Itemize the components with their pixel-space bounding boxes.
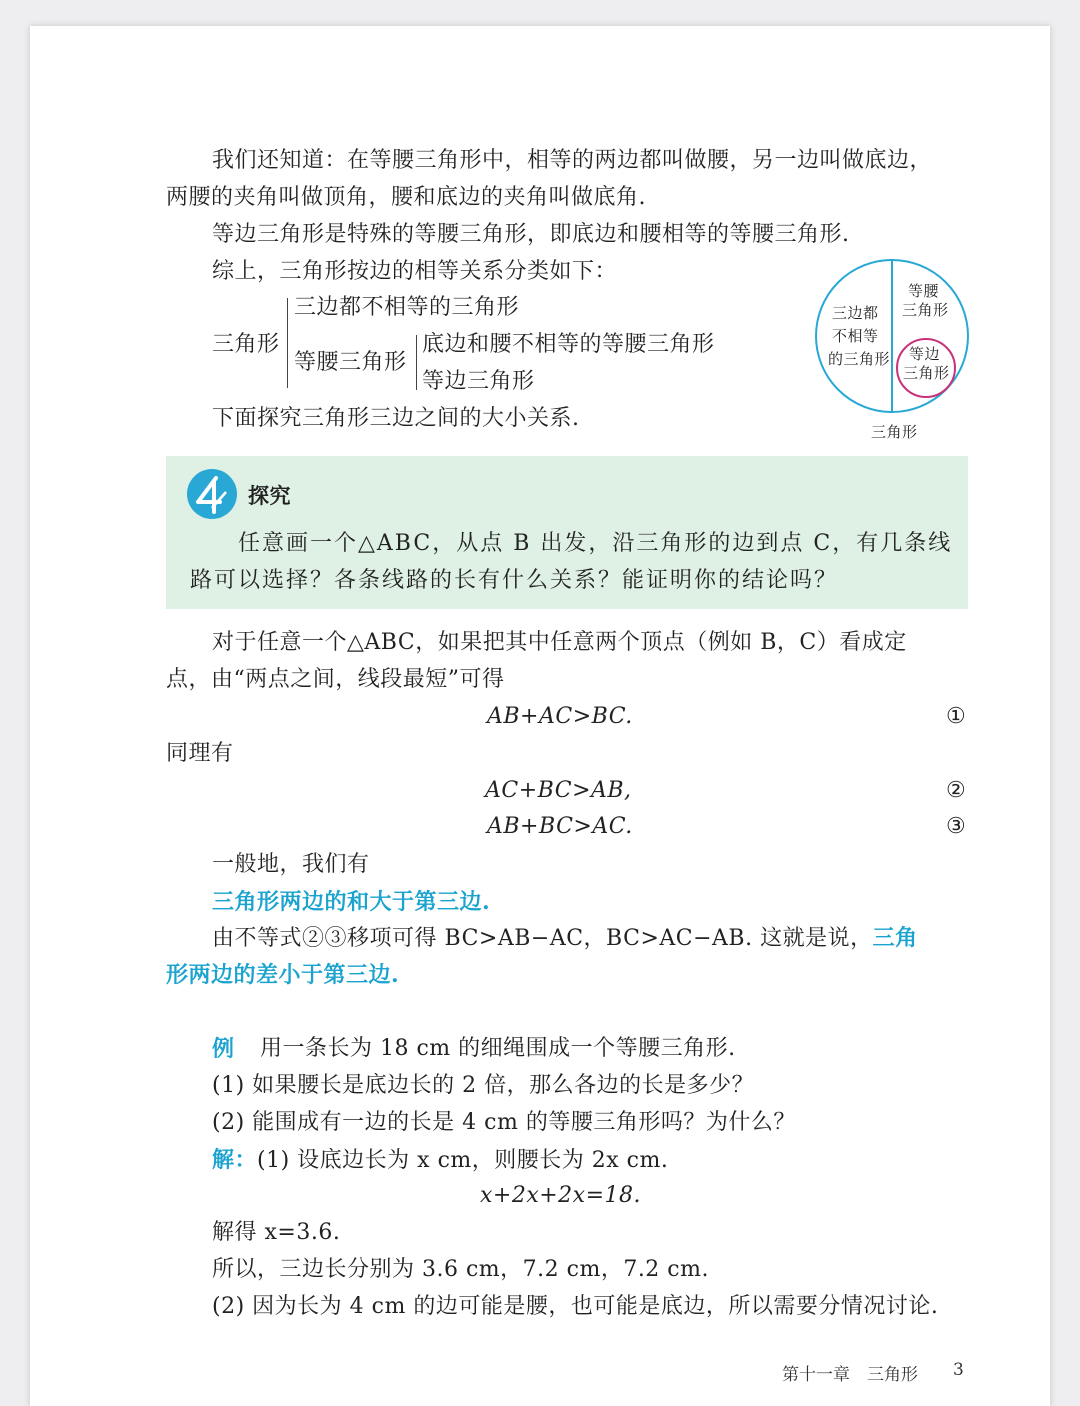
proof-line2: 点，由“两点之间，线段最短”可得 [166, 667, 505, 692]
explore-line2: 路可以选择？各条线路的长有什么关系？能证明你的结论吗？ [190, 568, 839, 593]
para2: 等边三角形是特殊的等腰三角形，即底边和腰相等的等腰三角形. [212, 222, 850, 247]
equation-2: AC+BC>AB, [485, 778, 632, 803]
class-root: 三角形 [212, 332, 280, 357]
solution-result: 所以，三边长分别为 3.6 cm，7.2 cm，7.2 cm. [212, 1257, 709, 1282]
theorem-sum: 三角形两边的和大于第三边. [212, 889, 491, 915]
footer-chapter: 第十一章 三角形 [782, 1365, 918, 1385]
theorem-difference: 形两边的差小于第三边. [166, 962, 400, 988]
para3: 综上，三角形按边的相等关系分类如下： [212, 259, 618, 284]
explore-line1: 任意画一个△ABC，从点 B 出发，沿三角形的边到点 C，有几条线 [238, 531, 953, 556]
class-item2: 等腰三角形 [294, 350, 407, 375]
proof-line1: 对于任意一个△ABC，如果把其中任意两个顶点（例如 B，C）看成定 [212, 630, 907, 655]
page-number: 3 [953, 1360, 964, 1380]
solution-equation: x+2x+2x=18. [480, 1183, 642, 1208]
proof-general: 一般地，我们有 [212, 852, 370, 877]
para4: 下面探究三角形三边之间的大小关系. [212, 406, 580, 431]
venn-left-1: 三边都 [832, 304, 879, 322]
venn-right-2: 三角形 [902, 301, 949, 319]
explore-icon [186, 468, 238, 520]
example-text: 用一条长为 18 cm 的细绳围成一个等腰三角形. [260, 1036, 736, 1061]
solution-solved: 解得 x=3.6. [212, 1220, 341, 1245]
proof-line3: 由不等式②③移项可得 BC>AB−AC，BC>AC−AB. 这就是说，三角 [212, 925, 918, 951]
equation-3: AB+BC>AC. [487, 814, 633, 839]
class-item2a: 底边和腰不相等的等腰三角形 [422, 332, 715, 357]
equation-1: AB+AC>BC. [487, 704, 633, 729]
brace-inner [416, 335, 417, 390]
example-label: 例 [212, 1036, 235, 1062]
equation-3-number: ③ [946, 814, 967, 839]
venn-left-2: 不相等 [832, 327, 879, 345]
class-item2b: 等边三角形 [422, 369, 535, 394]
example-q2: (2) 能围成有一边的长是 4 cm 的等腰三角形吗？为什么？ [212, 1110, 796, 1135]
venn-caption: 三角形 [871, 423, 918, 441]
proof-same: 同理有 [166, 741, 234, 766]
equation-1-number: ① [946, 704, 967, 729]
venn-right-1: 等腰 [908, 282, 940, 300]
example-q1: (1) 如果腰长是底边长的 2 倍，那么各边的长是多少？ [212, 1073, 755, 1098]
venn-inner-2: 三角形 [903, 364, 950, 382]
para1-line1: 我们还知道：在等腰三角形中，相等的两边都叫做腰，另一边叫做底边， [212, 148, 933, 173]
solution-line1: 解：(1) 设底边长为 x cm，则腰长为 2x cm. [212, 1147, 669, 1173]
equation-2-number: ② [946, 778, 967, 803]
class-item1: 三边都不相等的三角形 [294, 295, 520, 320]
explore-title: 探究 [248, 484, 291, 508]
venn-left-3: 的三角形 [828, 350, 891, 368]
venn-inner-1: 等边 [909, 345, 941, 363]
para1-line2: 两腰的夹角叫做顶角，腰和底边的夹角叫做底角. [166, 185, 646, 210]
solution-part2: (2) 因为长为 4 cm 的边可能是腰，也可能是底边，所以需要分情况讨论. [212, 1294, 939, 1319]
brace-outer [287, 298, 288, 388]
